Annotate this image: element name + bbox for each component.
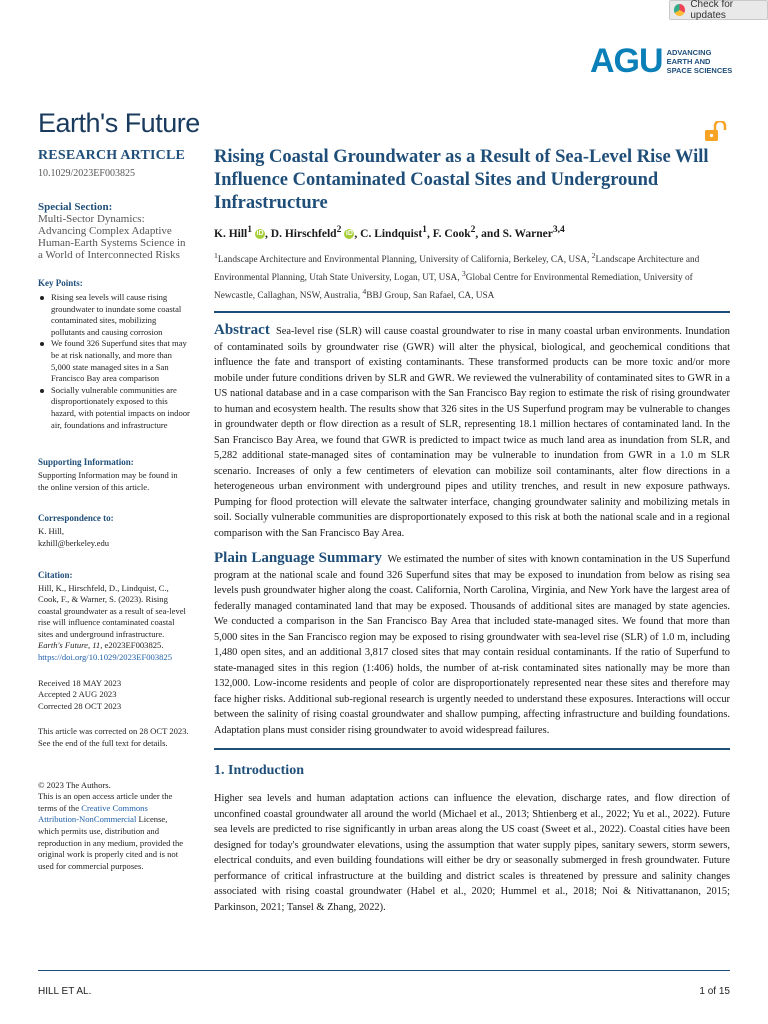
- footer-divider: [38, 970, 730, 971]
- copyright-notice: © 2023 The Authors.: [38, 779, 111, 790]
- accepted-date: Accepted 2 AUG 2023: [38, 689, 117, 700]
- special-section-text: Multi-Sector Dynamics: Advancing Complex Adaptive Human-Earth Systems Science in a World of Interconnected Risks: [38, 213, 186, 261]
- author-separator: ,: [265, 227, 268, 240]
- author[interactable]: [433, 224, 503, 240]
- citation-journal: Earth's Future, 11,: [38, 640, 103, 651]
- affiliations: $^1$Landscape Architecture and Environmental Planning, University of California, Berkeley, CA, USA, $^2$Landscape Architecture and Environmental Planning, Utah State University, Logan, UT, USA, $^3$Global Centre for Environmental Remediation, University of Newcastle, Callaghan, NSW, Australia, $^4$BBJ Group, San Rafael, CA, USA: [214, 250, 700, 302]
- publisher-logo: [590, 44, 737, 78]
- introduction-text: Higher sea levels and human adaptation actions can influence the elevation, discharge rates, and flow direction of unconfined coastal groundwater all around the world (Michael et al., 2013; Shtienberg et al., 2022; Yu et al., 2022). Future sea levels are predicted to rise significantly in urban areas along the US coast (Sweet et al., 2022). Coastal cities have been designed for today's groundwater elevations, using the assumption that water supply pipes, sanitary sewers, storm sewers, electrical conduits, and even building foundations will either be dry or seasonally submerged in fresh groundwater. Future performance of critical infrastructure at the building and district scales is threatened by pressure and salinity changes associated with rising coastal groundwater (Habel et al., 2020; Hummel et al., 2018; Noi & Nitivattananon, 2015; Parkinson, 2021; Tansel & Zhang, 2022).: [214, 793, 730, 913]
- article-doi[interactable]: 10.1029/2023EF003825: [38, 168, 135, 179]
- plain-language-summary-heading: Plain Language Summary: [214, 550, 382, 567]
- affiliation: Landscape Architecture and Environmental Planning, Utah State University, Logan, UT, USA,: [214, 254, 700, 284]
- author-name: C. Lindquist: [360, 227, 423, 240]
- footer-authors: HILL ET AL.: [38, 986, 92, 997]
- publisher-name: AGU: [590, 42, 663, 80]
- author-affiliation-number: 2: [336, 224, 342, 235]
- list-item: We found 326 Superfund sites that may be at risk nationally, and more than 5,000 state managed sites in a San Francisco Bay area comparison: [38, 338, 190, 384]
- correspondence-email-link[interactable]: kzhill@berkeley.edu: [38, 537, 110, 548]
- author-list: [214, 224, 730, 240]
- divider: [214, 311, 730, 313]
- check-for-updates-button[interactable]: [669, 0, 768, 20]
- list-item: Socially vulnerable communities are disproportionately exposed to this hazard, with potential impacts on indoor air, foundations and infrastructure: [38, 385, 190, 431]
- open-access-lock-icon: [703, 121, 729, 143]
- author[interactable]: [271, 224, 360, 240]
- crossmark-icon: [674, 4, 685, 16]
- page-number: 1 of 15: [699, 986, 730, 997]
- introduction-heading: 1. Introduction: [214, 763, 304, 779]
- publisher-tagline: [667, 48, 737, 75]
- author-separator: , and: [475, 227, 500, 240]
- affiliation: Landscape Architecture and Environmental Planning, University of California, Berkeley, CA, USA,: [217, 254, 590, 265]
- divider: [214, 748, 730, 750]
- corrected-date: Corrected 28 OCT 2023: [38, 700, 122, 711]
- publisher-tagline-line: SPACE SCIENCES: [666, 65, 733, 75]
- citation-article-id: e2023EF003825.: [104, 640, 164, 651]
- author[interactable]: [503, 224, 565, 240]
- page-footer: [38, 986, 730, 997]
- citation-text: [38, 583, 190, 664]
- supporting-info-heading: Supporting Information:: [38, 457, 134, 468]
- left-sidebar: [38, 148, 190, 872]
- article-title: Rising Coastal Groundwater as a Result of Sea-Level Rise Will Influence Contaminated Coastal Sites and Underground Infrastructure: [214, 147, 709, 213]
- author-name: S. Warner: [502, 227, 553, 240]
- abstract-section: [214, 323, 730, 541]
- affiliation: BBJ Group, San Rafael, CA, USA: [366, 291, 495, 302]
- received-date: Received 18 MAY 2023: [38, 677, 122, 688]
- main-column: [214, 146, 730, 915]
- author-name: D. Hirschfeld: [270, 227, 337, 240]
- license-intro: This is an open access article under the terms of the: [38, 791, 173, 813]
- abstract-text: Sea-level rise (SLR) will cause coastal groundwater to rise in many coastal urban environments. Inundation of contaminated soils by groundwater rise (GWR) will alter the physical, biological, and geochemical conditions that influence the fate and transport of existing contaminants. These transformed products can be more toxic and/or more mobile under future conditions driven by SLR and GWR. We reviewed the vulnerability of contaminated sites to GWR in a US national database and in a case comparison with the San Francisco Bay region to estimate the risk of rising groundwater to human and ecosystem health. The results show that 326 sites in the US Superfund program may be vulnerable to changes in groundwater depth or flow direction as a result of SLR, representing 18.1 million hectares of contaminated land. In the San Francisco Bay Area, we found that GWR is predicted to impact twice as much land area as inundation from SLR, and 5,282 additional state-managed sites of contamination may be vulnerable to inundation from GWR in a 1.0 m SLR scenario. Increases of only a few centimeters of elevation can mobilize soil contaminants, alter flow directions in a heterogeneous urban environment with underground pipes and utility trenches, and result in new exposure pathways. Pumping for flood protection will elevate the saltwater interface, changing groundwater salinity and mobilizing metals in soil. Socially vulnerable communities are disproportionately exposed to this risk at both the national scale and in a regional comparison with the San Francisco Bay Area.: [214, 326, 730, 539]
- journal-title: Earth's Future: [38, 108, 200, 138]
- license-terms: License, which permits use, distribution and reproduction in any medium, provided the original work is properly cited and is not used for commercial purposes.: [38, 814, 184, 871]
- supporting-info-text: Supporting Information may be found in the online version of this article.: [38, 470, 178, 492]
- author-separator: ,: [426, 227, 430, 240]
- author-separator: ,: [354, 227, 358, 240]
- correspondence-name: K. Hill,: [38, 526, 65, 537]
- key-points-heading: Key Points:: [38, 278, 83, 288]
- affiliation: Global Centre for Environmental Remediation, University of Newcastle, Callaghan, NSW, Australia,: [214, 273, 693, 302]
- orcid-icon[interactable]: iD: [345, 230, 353, 238]
- publisher-tagline-line: ADVANCING: [666, 47, 712, 57]
- author-affiliation-number: 3,4: [552, 224, 565, 235]
- author-affiliation-number: 2: [470, 224, 476, 235]
- plain-language-summary-section: [214, 551, 730, 738]
- author-name: K. Hill: [214, 227, 248, 240]
- article-type: RESEARCH ARTICLE: [38, 148, 186, 163]
- author[interactable]: [360, 224, 433, 240]
- special-section-heading: Special Section:: [38, 201, 113, 213]
- author-affiliation-number: 1: [247, 224, 253, 235]
- author[interactable]: [214, 224, 271, 240]
- citation-heading: Citation:: [38, 569, 73, 580]
- author-affiliation-number: 1: [422, 224, 427, 235]
- plain-language-summary-text: We estimated the number of sites with known contamination in the US Superfund program at the national scale and found 326 Superfund sites that may be exposed to inundation from below as rising sea levels push groundwater higher along the coast. California, North Carolina, Virginia, and New York have the largest area of federally managed contaminated land that may be exposed. Thousands of additional sites are managed by state agencies. We conducted a comparison in the San Francisco Bay Area that included state-managed sites. We found that more than 5,000 sites in the San Francisco region may be exposed to rising groundwater with sea-level rise (SLR) of 1.0 m, including 1,480 open sites, and an additional 3,817 closed sites that may contain residual contaminants. If the ratio of Superfund to state-managed sites in this region (1:406) holds, the number of at-risk contaminated sites nationally may be more than 132,000. Low-income residents and people of color are disproportionately represented near these sites and therefore may face higher risks. Additional sub-regional research is urgently needed to understand these exposures. Interactions will occur between the salinity of rising coastal groundwater and shallow pumping, affecting infrastructure and building foundations. Adaptation plans must consider rising groundwater to avoid widespread failures.: [214, 554, 730, 736]
- citation-body: Hill, K., Hirschfeld, D., Lindquist, C., Cook, F., & Warner, S. (2023). Rising coastal groundwater as a result of sea-level rise will influence contaminated coastal sites and underground infrastructure.: [38, 582, 186, 639]
- citation-doi-link[interactable]: https://doi.org/10.1029/2023EF003825: [38, 652, 173, 663]
- check-for-updates-label: Check for updates: [690, 0, 734, 21]
- key-points-list: [38, 292, 190, 431]
- list-item: Rising sea levels will cause rising groundwater to inundate some coastal contaminated sites, mobilizing pollutants and causing corrosion: [38, 292, 190, 338]
- correction-note: This article was corrected on 28 OCT 2023. See the end of the full text for details.: [38, 726, 189, 749]
- abstract-heading: Abstract: [214, 322, 270, 339]
- publisher-tagline-line: EARTH AND: [666, 56, 711, 66]
- license-text: [38, 791, 190, 872]
- orcid-icon[interactable]: iD: [256, 230, 264, 238]
- correspondence-heading: Correspondence to:: [38, 513, 114, 524]
- author-name: F. Cook: [432, 227, 471, 240]
- license-link[interactable]: Creative Commons Attribution-NonCommercial: [38, 802, 148, 825]
